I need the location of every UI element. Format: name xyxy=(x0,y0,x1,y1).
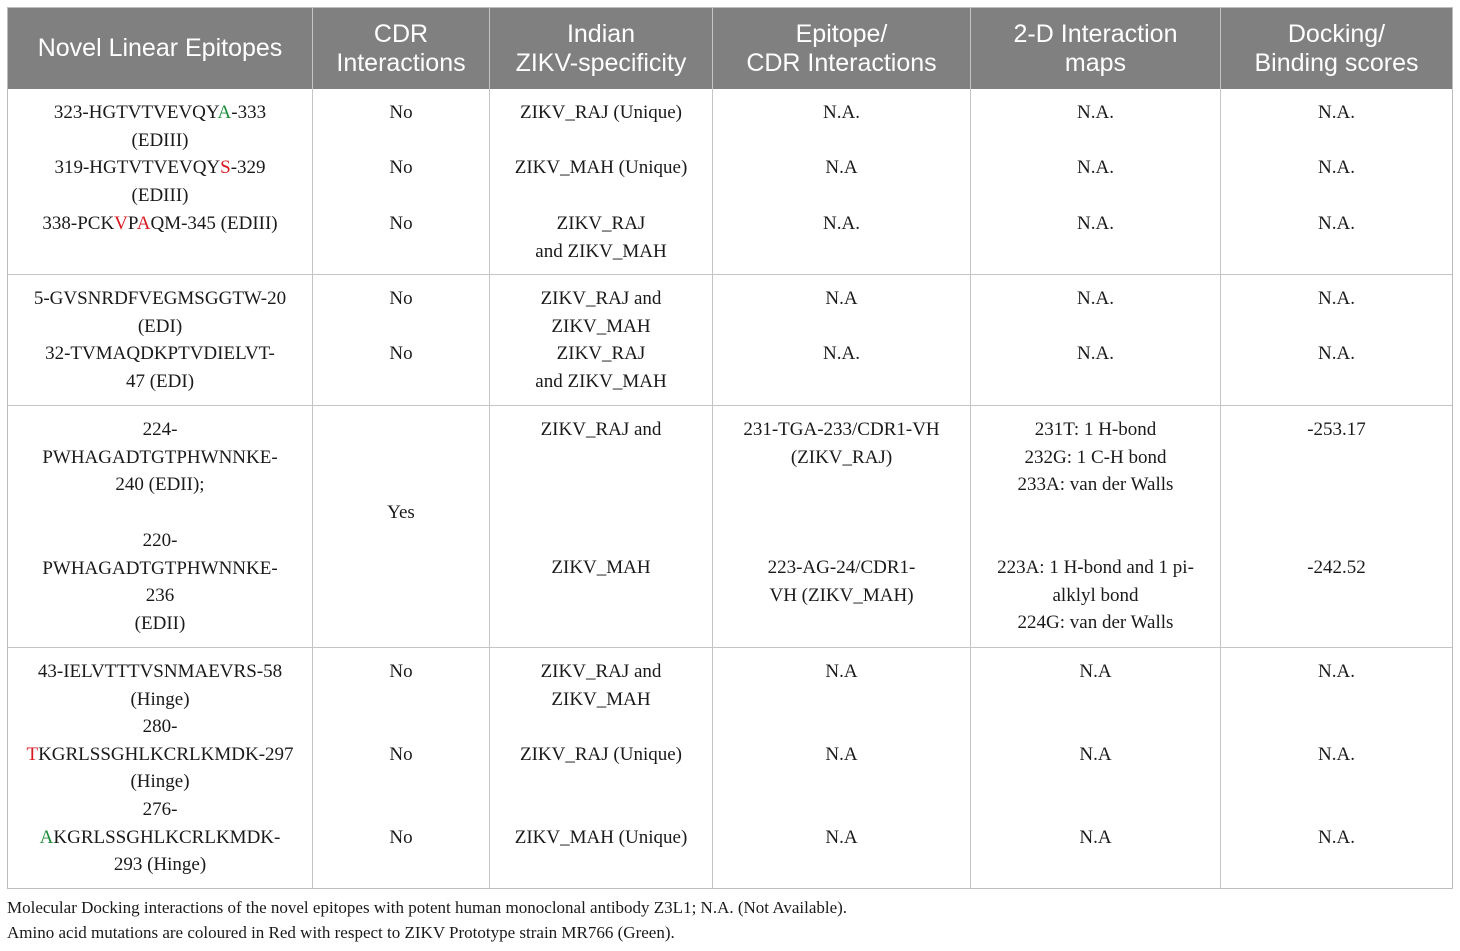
row-divider xyxy=(8,647,1452,648)
cdr-value: No xyxy=(389,213,413,234)
mutation-residue: V xyxy=(114,213,128,234)
mutation-residue: S xyxy=(220,157,231,178)
specificity-value: ZIKV_RAJ (Unique) xyxy=(519,744,682,765)
epitope-seq: 276- xyxy=(142,799,178,820)
table-header xyxy=(8,8,1452,89)
prototype-residue: A xyxy=(217,102,232,123)
interaction-map-value: N.A xyxy=(1079,744,1112,765)
cdr-value: No xyxy=(389,744,413,765)
cdr-value: No xyxy=(389,102,413,123)
epitope-cdr-value: N.A. xyxy=(823,213,860,234)
specificity-value: ZIKV_RAJ and xyxy=(540,419,662,440)
header-novel-linear-epitopes: Novel Linear Epitopes xyxy=(37,34,283,62)
epitope-cdr-value: N.A xyxy=(825,157,858,178)
interaction-map-value: N.A. xyxy=(1077,343,1114,364)
epitope-seq-end: QM-345 (EDIII) xyxy=(150,213,278,234)
header-docking-binding-scores: Docking/ Binding scores xyxy=(1254,19,1419,77)
header-2d-interaction-maps: 2-D Interaction maps xyxy=(1013,19,1178,77)
epitope-cdr-value: N.A xyxy=(825,661,858,682)
epitope-276-293 xyxy=(8,796,312,879)
interaction-map-value: N.A xyxy=(1079,827,1112,848)
epitope-cdr-value: 231-TGA-233/CDR1-VH (ZIKV_RAJ) xyxy=(743,419,940,468)
epitope-seq-end: KGRLSSGHLKCRLKMDK- 293 (Hinge) xyxy=(53,826,281,875)
epitope-seq: 280- xyxy=(142,716,178,737)
header-indian-zikv-specificity: Indian ZIKV-specificity xyxy=(515,19,687,77)
specificity-value: ZIKV_MAH (Unique) xyxy=(514,827,688,848)
interaction-map-value: 231T: 1 H-bond 232G: 1 C-H bond 233A: van der Walls xyxy=(1017,419,1174,495)
footnote-mutations: Amino acid mutations are coloured in Red with respect to ZIKV Prototype strain MR766 (Green). xyxy=(7,923,675,942)
docking-score-value: N.A. xyxy=(1318,213,1355,234)
cdr-value: No xyxy=(389,343,413,364)
docking-score-value: N.A. xyxy=(1318,661,1355,682)
epitope-280-297 xyxy=(8,713,312,796)
epitope-seq: 323-HGTVTVEVQY xyxy=(53,102,218,123)
epitope-319-329 xyxy=(8,154,312,209)
specificity-value: ZIKV_RAJ and ZIKV_MAH xyxy=(535,213,667,262)
specificity-value: ZIKV_RAJ (Unique) xyxy=(519,102,682,123)
epitope-seq: P xyxy=(127,213,137,234)
docking-score-value: N.A. xyxy=(1318,288,1355,309)
specificity-value: ZIKV_RAJ and ZIKV_MAH xyxy=(540,288,662,337)
epitope-seq: 338-PCK xyxy=(42,213,115,234)
epitope-338-345 xyxy=(8,210,312,238)
docking-score-value: N.A. xyxy=(1318,102,1355,123)
epitope-323-333 xyxy=(8,99,312,154)
docking-score-value: N.A. xyxy=(1318,343,1355,364)
epitope-table xyxy=(7,7,1453,889)
specificity-value: ZIKV_RAJ and ZIKV_MAH xyxy=(535,343,667,392)
epitope-seq-end: -329 (EDIII) xyxy=(131,157,266,206)
cdr-value: No xyxy=(389,288,413,309)
epitope-220-236: 220- PWHAGADTGTPHWNNKE- 236 (EDII) xyxy=(42,530,278,634)
epitope-cdr-value: 223-AG-24/CDR1- VH (ZIKV_MAH) xyxy=(767,557,916,606)
interaction-map-value: N.A. xyxy=(1077,213,1114,234)
interaction-map-value: N.A. xyxy=(1077,102,1114,123)
footnote-docking: Molecular Docking interactions of the novel epitopes with potent human monoclonal antibody Z3L1; N.A. (Not Available). xyxy=(7,898,848,917)
cdr-value: No xyxy=(389,827,413,848)
row-divider xyxy=(8,405,1452,406)
mutation-residue: A xyxy=(136,213,151,234)
docking-score-value: -242.52 xyxy=(1307,557,1366,578)
epitope-cdr-value: N.A xyxy=(825,288,858,309)
specificity-value: ZIKV_MAH xyxy=(551,557,651,578)
cdr-value: No xyxy=(389,661,413,682)
docking-score-value: -253.17 xyxy=(1307,419,1366,440)
row-divider xyxy=(8,274,1452,275)
epitope-cdr-value: N.A xyxy=(825,744,858,765)
specificity-value: ZIKV_MAH (Unique) xyxy=(514,157,688,178)
docking-score-value: N.A. xyxy=(1318,157,1355,178)
prototype-residue: A xyxy=(39,826,54,848)
epitope-seq: 319-HGTVTVEVQY xyxy=(54,157,221,178)
interaction-map-value: N.A xyxy=(1079,661,1112,682)
docking-score-value: N.A. xyxy=(1318,744,1355,765)
specificity-value: ZIKV_RAJ and ZIKV_MAH xyxy=(540,661,662,710)
epitope-seq-end: KGRLSSGHLKCRLKMDK-297 (Hinge) xyxy=(38,743,294,792)
cdr-value: No xyxy=(389,157,413,178)
epitope-43-58: 43-IELVTTTVSNMAEVRS-58 (Hinge) xyxy=(37,661,283,710)
epitope-cdr-value: N.A xyxy=(825,827,858,848)
header-epitope-cdr-interactions: Epitope/ CDR Interactions xyxy=(746,19,937,77)
header-cdr-interactions: CDR Interactions xyxy=(336,19,466,77)
epitope-32-47: 32-TVMAQDKPTVDIELVT- 47 (EDI) xyxy=(45,343,275,392)
epitope-cdr-value: N.A. xyxy=(823,343,860,364)
interaction-map-value: N.A. xyxy=(1077,157,1114,178)
epitope-seq-end: -333 (EDIII) xyxy=(131,102,267,151)
docking-score-value: N.A. xyxy=(1318,827,1355,848)
interaction-map-value: 223A: 1 H-bond and 1 pi- alklyl bond 224G: van der Walls xyxy=(997,557,1194,633)
epitope-224-240: 224- PWHAGADTGTPHWNNKE- 240 (EDII); xyxy=(42,419,278,495)
cdr-value: Yes xyxy=(387,502,415,523)
mutation-residue: T xyxy=(26,743,39,765)
epitope-5-20: 5-GVSNRDFVEGMSGGTW-20 (EDI) xyxy=(33,288,287,337)
epitope-cdr-value: N.A. xyxy=(823,102,860,123)
interaction-map-value: N.A. xyxy=(1077,288,1114,309)
